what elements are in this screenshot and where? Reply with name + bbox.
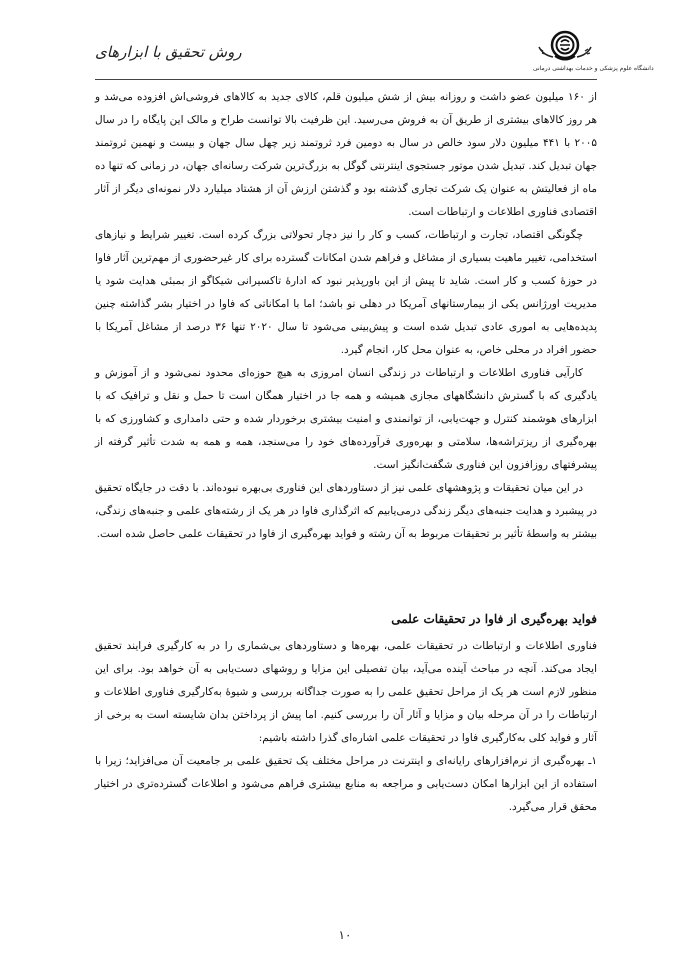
paragraph: در این میان تحقیقات و پژوهشهای علمی نیز از دستاوردهای این فناوری بی‌بهره نبوده‌اند. با دقت در جایگاه تحقیق در پیشبرد و هدایت جنبه‌های دیگر زندگی درمی‌یابیم که اثرگذاری فاوا در هر یک از رشته‌های علمی و جنبه‌های زندگی، بیشتر به واسطهٔ تأثیر بر تحقیقات مربوط به آن رشته و فواید بهره‌گیری از فاوا در تحقیقات علمی حاصل شده است. — [95, 482, 597, 540]
page-header — [95, 25, 654, 75]
paragraph: ۱ـ بهره‌گیری از نرم‌افزارهای رایانه‌ای و اینترنت در مراحل مختلف یک تحقیق علمی بر جامعیت آن می‌افزاید؛ زیرا با استفاده از این ابزارها امکان دست‌یابی و مراجعه به منابع بیشتری فراهم می‌شود و اطلاعات گسترده‌تری در اختیار محقق قرار می‌گیرد. — [95, 755, 597, 813]
logo-caption: دانشگاه علوم پزشکی و خدمات بهداشتی درمانی — [533, 65, 654, 72]
section-spacer — [95, 546, 597, 608]
paragraph: چگونگی اقتصاد، تجارت و ارتباطات، کسب و کار را نیز دچار تحولاتی بزرگ کرده است. تغییر شرایط و نیازهای استخدامی، تغییر ماهیت بسیاری از مشاغل و فراهم شدن امکانات گسترده برای کار غیرحضوری از مهم‌ترین آثار فاوا در حوزهٔ کسب و کار است. شاید تا پیش از این باورپذیر نبود که ادارهٔ تاکسیرانی شیکاگو از بمبئی هدایت شود یا مدیریت اورژانس یکی از بیمارستانهای آمریکا در دهلی نو باشد؛ اما با امکاناتی که فاوا در اختیار بشر گذاشته چنین پدیده‌هایی به اموری عادی تبدیل شده است و پیش‌بینی می‌شود تا سال ۲۰۲۰ تنها ۳۶ درصد از مشاغل آمریکا با حضور افراد در محلی خاص، به عنوان محل کار، انجام گیرد. — [95, 229, 597, 356]
section-heading: فواید بهره‌گیری از فاوا در تحقیقات علمی — [391, 612, 597, 626]
main-text — [95, 86, 597, 819]
paragraph: فناوری اطلاعات و ارتباطات در تحقیقات علمی، بهره‌ها و دستاوردهای بی‌شماری را در به کارگیری فرایند تحقیق ایجاد می‌کند. آنچه در مباحث آینده می‌آید، بیان تفصیلی این مزایا و روشهای دست‌یابی به آن خواهد بود. برای این منظور لازم است هر یک از مراحل تحقیق علمی را به صورت جداگانه بررسی و شیوهٔ به‌کارگیری فناوری اطلاعات و ارتباطات را در آن مرحله بیان و مزایا و آثار آن را بررسی کنیم. اما پیش از پرداختن بدان شایسته است به برخی از آثار و فواید کلی به‌کارگیری فاوا در تحقیقات علمی اشاره‌ای گذرا داشته باشیم: — [95, 640, 597, 744]
page-number: ۱۰ — [338, 928, 352, 942]
paragraph: کارآیی فناوری اطلاعات و ارتباطات در زندگی انسان امروزی به هیچ حوزه‌ای محدود نمی‌شود و از آموزش و یادگیری که با گسترش دانشگاههای مجازی همیشه و همه جا در اختیار همگان است تا حمل و نقل و ترافیک که با ابزارهای هوشمند کنترل و جهت‌یابی، از توانمندی و امنیت بیشتری برخوردار شده و حتی دامداری و کشاورزی که با بهره‌گیری از ریزتراشه‌ها، سلامتی و بهره‌وری فرآورده‌های خود را می‌سنجد، همه و همه به شدت تأثیر گرفته از پیشرفتهای روزافزون این فناوری شگفت‌انگیز است. — [95, 367, 597, 471]
running-title: روش تحقیق با ابزارهای — [95, 43, 242, 61]
paragraph: از ۱۶۰ میلیون عضو داشت و روزانه بیش از شش میلیون قلم، کالای جدید به کالاهای فروشی‌اش افزوده می‌شد و هر روز کالاهای بیشتری از طریق آن به فروش می‌رسید. این ظرفیت بالا توانست طراح و مالک این پایگاه را در سال ۲۰۰۵ با ۴۴۱ میلیون دلار سود خالص در سال به دومین فرد ثروتمند زیر چهل سال جهان و بیست و نهمین ثروتمند جهان تبدیل کند. تبدیل شدن موتور جستجوی اینترنتی گوگل به بزرگ‌ترین شرکت رسانه‌ای جهان، در زمانی که تنها ده ماه از فعالیتش به عنوان یک شرکت تجاری گذشته بود و گذشتن ارزش آن از هشتاد میلیارد دلار نمونه‌ای دیگر از آثار اقتصادی فناوری اطلاعات و ارتباطات است. — [95, 91, 598, 218]
header-rule — [95, 79, 597, 80]
